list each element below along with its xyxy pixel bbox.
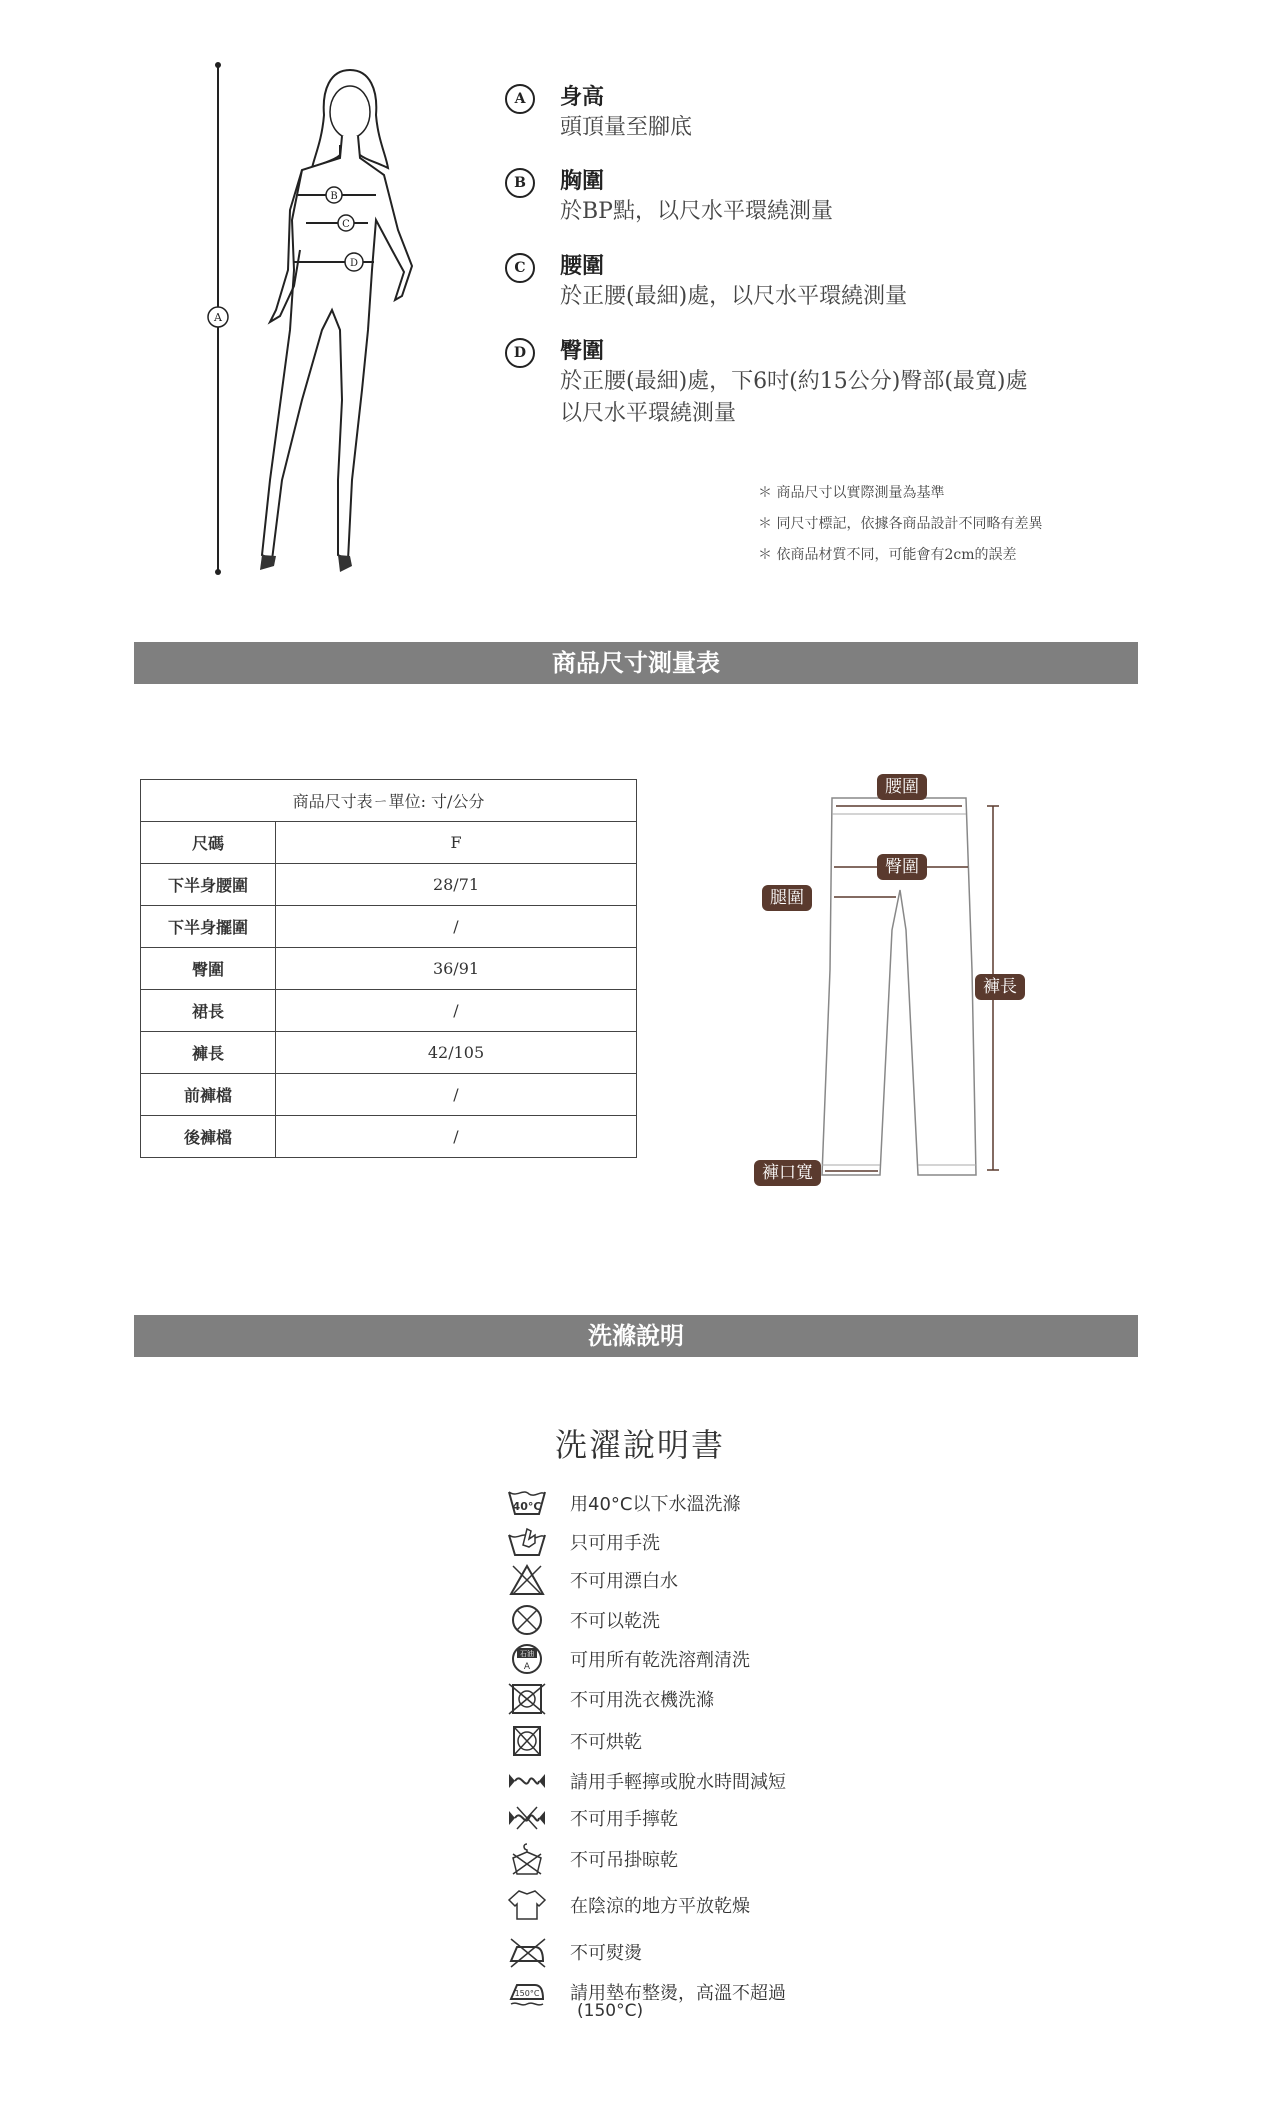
table-row — [141, 1116, 637, 1158]
svg-text:40°C: 40°C — [512, 1500, 542, 1513]
measure-title: 腰圍 — [560, 253, 605, 279]
care-text: 用40°C以下水溫洗滌 — [570, 1494, 741, 1515]
dry-flat-shade-icon — [505, 1888, 549, 1922]
measure-desc: 於正腰(最細)處，以尺水平環繞測量 — [560, 284, 908, 309]
no-tumble-dry-icon — [505, 1724, 549, 1758]
row-label: 裙長 — [141, 990, 276, 1032]
care-item — [505, 1724, 925, 1758]
care-text: 請用手輕擰或脫水時間減短 — [570, 1772, 786, 1793]
measure-title: 身高 — [560, 84, 605, 110]
care-text: 不可熨燙 — [570, 1943, 642, 1964]
table-row — [141, 906, 637, 948]
note-2: ＊ 同尺寸標記，依據各商品設計不同略有差異 — [758, 516, 1043, 532]
no-wring-icon — [505, 1801, 549, 1835]
care-title: 洗濯說明書 — [554, 1426, 725, 1464]
care-text: 在陰涼的地方平放乾燥 — [570, 1896, 750, 1917]
body-measurement-figure — [190, 60, 470, 580]
care-item — [505, 1486, 925, 1520]
tag-hip: 臀圍 — [877, 854, 927, 880]
care-item — [505, 1642, 925, 1676]
table-row — [141, 822, 637, 864]
note-3: ＊ 依商品材質不同，可能會有2cm的誤差 — [758, 547, 1017, 563]
letter-d-icon: D — [505, 338, 535, 368]
no-dry-clean-icon — [505, 1603, 549, 1637]
letter-b-icon: B — [505, 168, 535, 198]
measure-desc: 於BP點，以尺水平環繞測量 — [560, 199, 833, 224]
hand-wash-icon — [505, 1525, 549, 1559]
measure-desc-2: 以尺水平環繞測量 — [560, 401, 737, 426]
figure-label-c: C — [342, 219, 350, 230]
care-text: 不可用漂白水 — [570, 1571, 678, 1592]
row-value: / — [276, 990, 637, 1032]
care-text: 不可烘乾 — [570, 1732, 642, 1753]
care-item — [505, 1525, 925, 1559]
care-text: 可用所有乾洗溶劑清洗 — [570, 1650, 750, 1671]
care-item — [505, 1975, 925, 2025]
row-value: 42/105 — [276, 1032, 637, 1074]
tag-thigh: 腿圍 — [762, 885, 812, 911]
row-value: / — [276, 1074, 637, 1116]
care-text: 不可用手擰乾 — [570, 1809, 678, 1830]
measure-desc: 頭頂量至腳底 — [560, 115, 693, 140]
size-section-bar: 商品尺寸測量表 — [134, 642, 1138, 684]
no-machine-wash-icon — [505, 1682, 549, 1716]
row-value: F — [276, 822, 637, 864]
note-1: ＊ 商品尺寸以實際測量為基準 — [758, 485, 945, 501]
care-text: 請用墊布整燙，高溫不超過 — [570, 1983, 786, 2004]
table-row — [141, 1032, 637, 1074]
care-item — [505, 1801, 925, 1835]
measure-desc: 於正腰(最細)處，下6吋(約15公分)臀部(最寬)處 — [560, 369, 1028, 394]
care-item — [505, 1603, 925, 1637]
svg-text:A: A — [523, 1662, 531, 1672]
figure-label-b: B — [330, 191, 338, 202]
care-text: 不可用洗衣機洗滌 — [570, 1690, 714, 1711]
letter-c-icon: C — [505, 253, 535, 283]
care-text: 不可以乾洗 — [570, 1611, 660, 1632]
table-row — [141, 990, 637, 1032]
row-value: 36/91 — [276, 948, 637, 990]
row-label: 褲長 — [141, 1032, 276, 1074]
care-subtext: (150°C) — [577, 2001, 644, 2021]
svg-text:150°C: 150°C — [514, 1989, 540, 1998]
size-table-header: 商品尺寸表ㄧ單位: 寸/公分 — [141, 780, 637, 822]
care-item — [505, 1764, 925, 1798]
care-text: 只可用手洗 — [570, 1533, 660, 1554]
care-item — [505, 1563, 925, 1597]
care-item — [505, 1682, 925, 1716]
row-label: 臀圍 — [141, 948, 276, 990]
letter-a-icon: A — [505, 84, 535, 114]
row-value: / — [276, 1116, 637, 1158]
tag-length: 褲長 — [975, 974, 1025, 1000]
svg-text:石油: 石油 — [520, 1650, 534, 1658]
no-iron-icon — [505, 1935, 549, 1969]
table-row — [141, 1074, 637, 1116]
no-bleach-icon — [505, 1563, 549, 1597]
figure-label-d: D — [349, 258, 359, 269]
tag-waist: 腰圍 — [877, 774, 927, 800]
row-value: / — [276, 906, 637, 948]
measure-title: 臀圍 — [560, 338, 605, 364]
care-section-bar: 洗滌說明 — [134, 1315, 1138, 1357]
care-item — [505, 1888, 925, 1922]
tag-hem: 褲口寬 — [754, 1160, 821, 1186]
care-item — [505, 1842, 925, 1876]
pants-diagram — [750, 770, 1070, 1200]
row-label: 下半身腰圍 — [141, 864, 276, 906]
row-label: 尺碼 — [141, 822, 276, 864]
measure-title: 胸圍 — [560, 168, 605, 194]
no-hang-dry-icon — [505, 1842, 549, 1876]
dry-clean-solvent-icon — [505, 1642, 549, 1676]
table-row — [141, 864, 637, 906]
row-label: 前褲檔 — [141, 1074, 276, 1116]
table-row — [141, 948, 637, 990]
iron-cloth-150-icon — [505, 1975, 549, 2009]
row-value: 28/71 — [276, 864, 637, 906]
row-label: 下半身擺圍 — [141, 906, 276, 948]
care-item — [505, 1935, 925, 1969]
size-table — [140, 779, 637, 1158]
wash-40-icon — [505, 1486, 549, 1520]
figure-label-a: A — [214, 311, 222, 324]
gentle-wring-icon — [505, 1764, 549, 1798]
row-label: 後褲檔 — [141, 1116, 276, 1158]
care-text: 不可吊掛晾乾 — [570, 1850, 678, 1871]
